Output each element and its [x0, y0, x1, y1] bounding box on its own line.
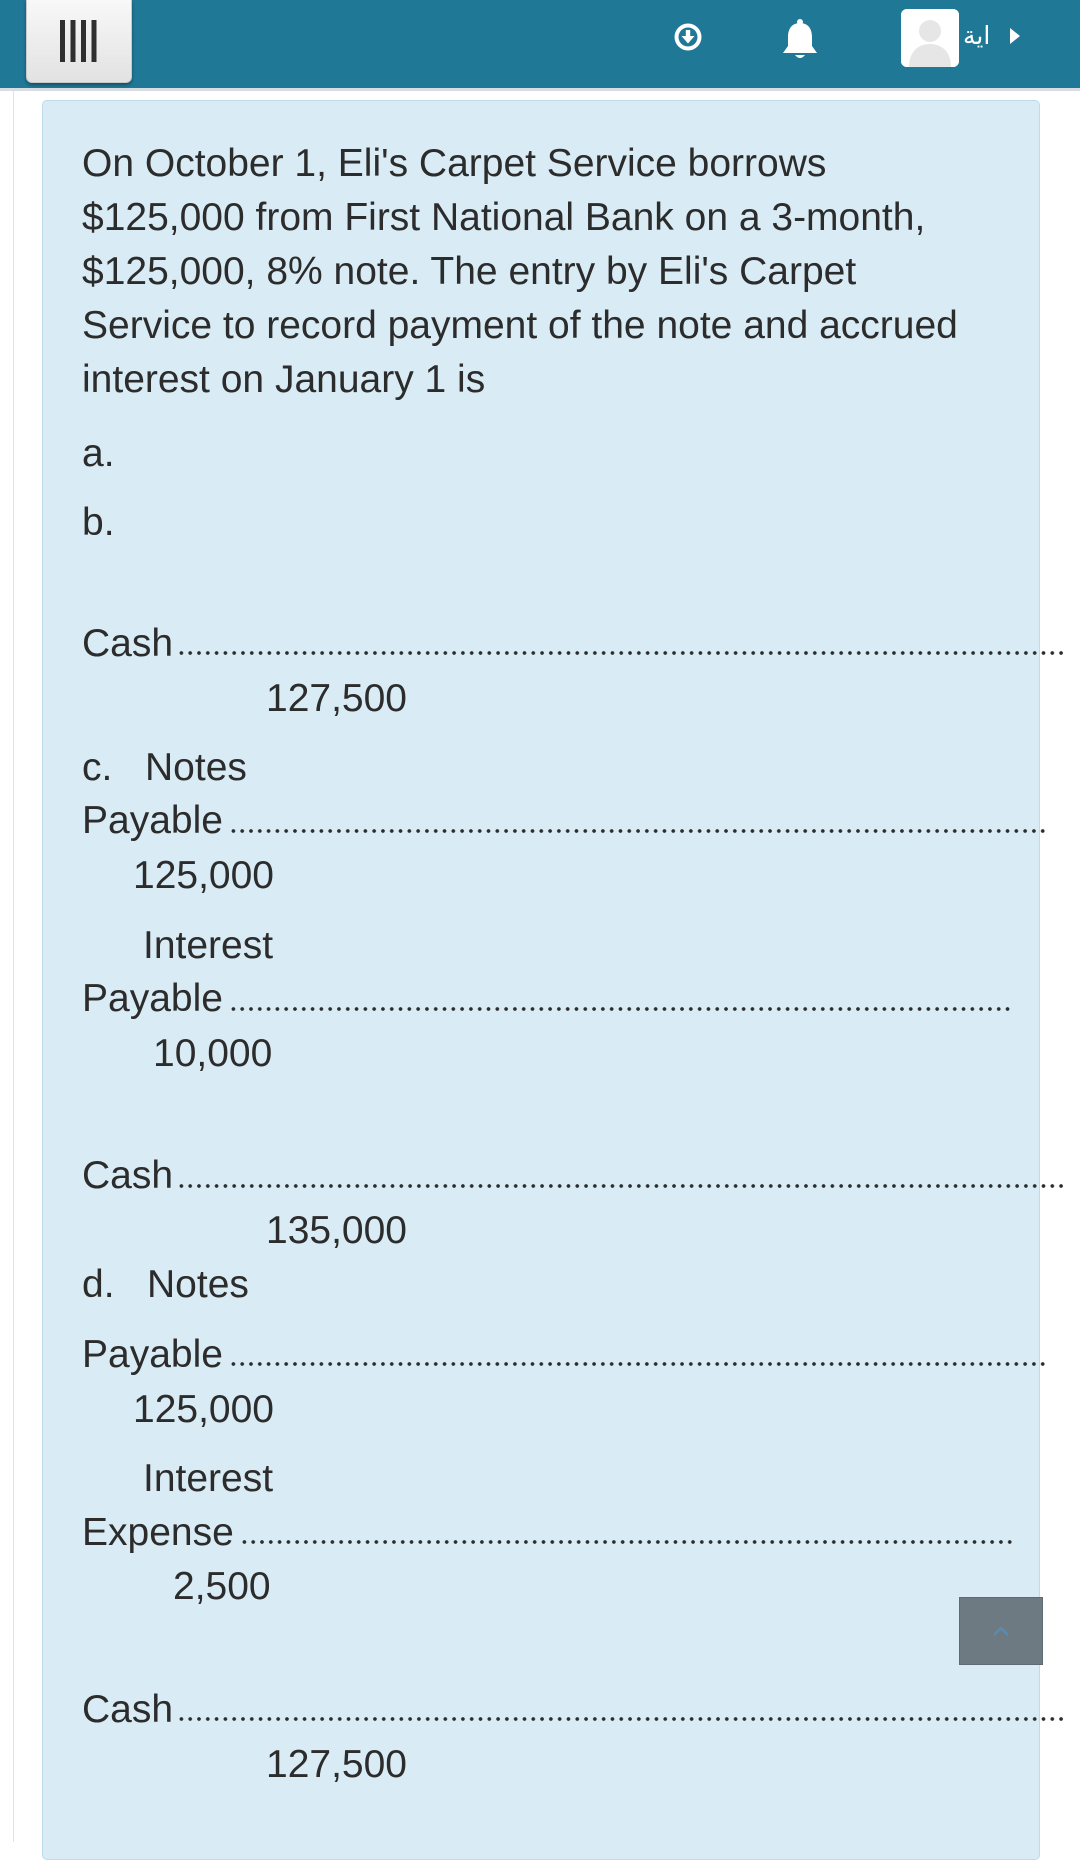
top-bar — [0, 0, 1080, 91]
option-c-marker[interactable]: c. — [82, 746, 113, 789]
option-d-cash-label: Cash — [82, 1688, 174, 1731]
chevron-up-icon — [991, 1624, 1011, 1638]
option-b-cash-amount: 127,500 — [266, 677, 407, 720]
option-c-notes-payable: Payable — [82, 799, 223, 842]
question-text: On October 1, Eli's Carpet Service borrows $125,000 from First National Bank on a 3-month, $125,000, 8% note. The entry by Eli's Carpet Service to record payment of the note and accrued interest on January 1 is — [82, 142, 958, 401]
option-d-notes-amount: 125,000 — [133, 1388, 274, 1431]
option-d-marker[interactable]: d. — [82, 1263, 115, 1306]
option-c-cash-leader — [177, 1184, 1065, 1188]
page-left-border — [13, 91, 14, 1842]
option-c-interest-amount: 10,000 — [153, 1032, 273, 1075]
download-icon[interactable] — [673, 22, 703, 52]
option-d-interest-word: Interest — [143, 1457, 274, 1500]
option-d-cash-amount: 127,500 — [266, 1743, 407, 1786]
bell-icon[interactable] — [778, 17, 822, 61]
option-d-interest-amount: 2,500 — [173, 1565, 271, 1608]
option-c-notes-leader — [229, 829, 1048, 833]
user-name[interactable]: اية — [963, 21, 991, 50]
card-right-overflow — [1040, 91, 1080, 1842]
option-c-notes-amount: 125,000 — [133, 854, 274, 897]
menu-icon — [56, 18, 102, 64]
option-a-marker[interactable]: a. — [82, 432, 115, 475]
option-c-cash-amount: 135,000 — [266, 1209, 407, 1252]
option-c-interest-payable: Payable — [82, 977, 223, 1020]
option-d-notes-leader — [229, 1362, 1048, 1366]
option-c-interest-word: Interest — [143, 924, 274, 967]
option-d-cash-leader — [177, 1717, 1065, 1721]
option-b-cash-label: Cash — [82, 622, 174, 665]
option-c-notes-word: Notes — [145, 746, 247, 789]
option-d-notes-payable: Payable — [82, 1333, 223, 1376]
scroll-to-top-button[interactable] — [959, 1597, 1043, 1665]
user-icon — [901, 9, 959, 67]
menu-button[interactable] — [26, 0, 132, 83]
option-d-interest-leader — [240, 1540, 1014, 1544]
option-d-notes-word: Notes — [147, 1263, 249, 1306]
caret-right-icon[interactable] — [1008, 26, 1022, 46]
option-b-marker[interactable]: b. — [82, 501, 115, 544]
avatar[interactable] — [901, 9, 959, 67]
option-d-interest-expense: Expense — [82, 1511, 234, 1554]
option-c-interest-leader — [229, 1007, 1014, 1011]
option-b-cash-leader — [177, 651, 1065, 655]
option-c-cash-label: Cash — [82, 1154, 174, 1197]
